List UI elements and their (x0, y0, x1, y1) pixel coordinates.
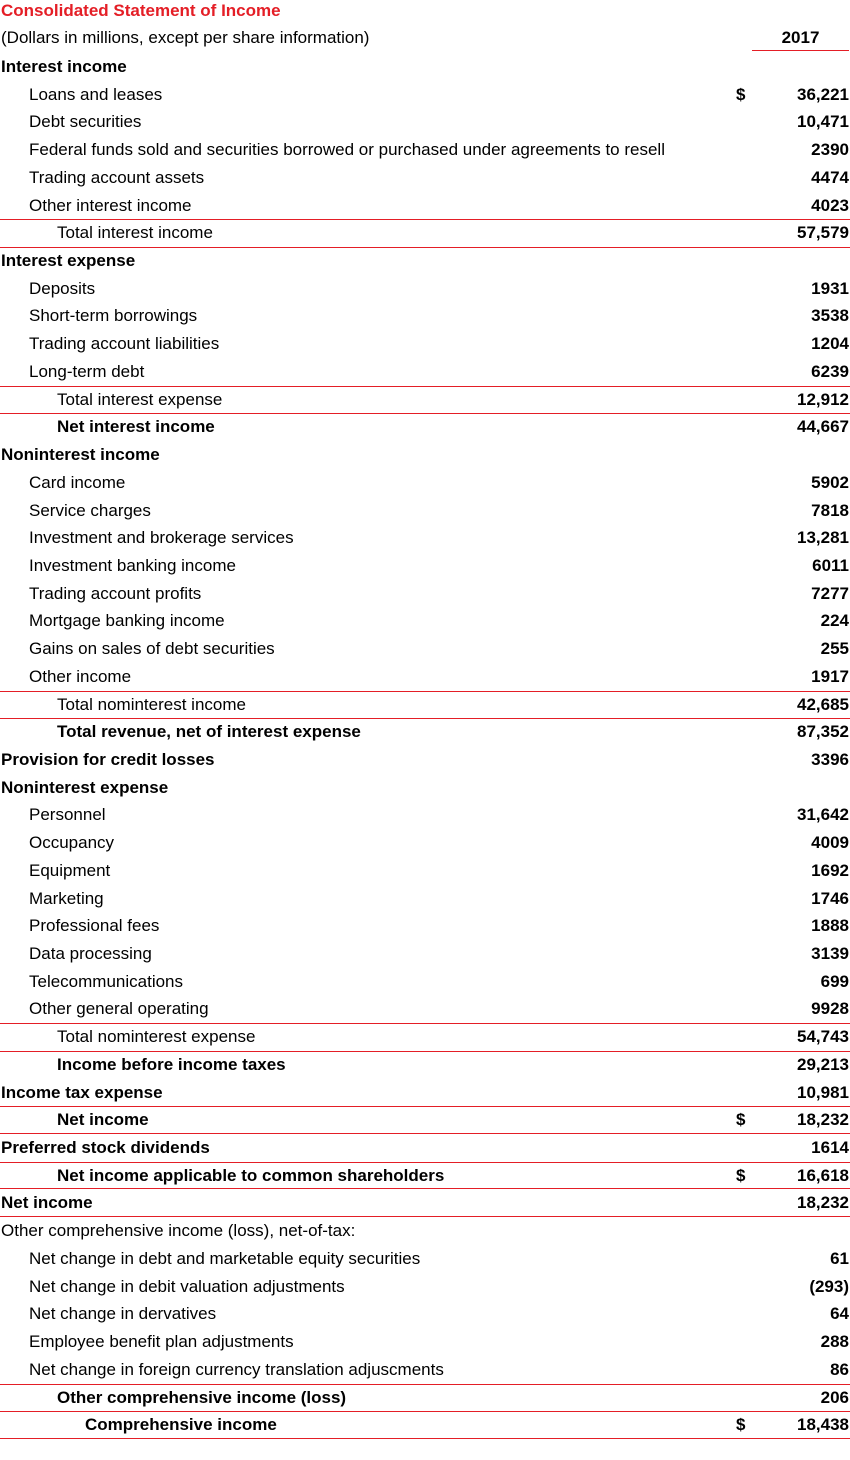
statement-row (0, 1384, 850, 1412)
row-label: Net income (1, 1193, 93, 1213)
row-value: (293) (809, 1276, 849, 1296)
row-label: Other interest income (29, 195, 192, 215)
row-label: Other general operating (29, 999, 209, 1019)
statement-row (0, 1079, 850, 1107)
statement-row (0, 219, 850, 247)
row-label: Gains on sales of debt securities (29, 639, 275, 659)
statement-row (0, 774, 850, 802)
row-label: Data processing (29, 944, 152, 963)
row-value: 3538 (811, 306, 849, 326)
statement-row (0, 497, 850, 525)
statement-row (0, 968, 850, 996)
row-value: 1204 (811, 334, 849, 354)
row-label: Federal funds sold and securities borrowed or purchased under agreements to resell (29, 140, 665, 160)
row-label: Card income (29, 472, 126, 492)
statement-row (0, 1023, 850, 1051)
row-label: Net change in debt and marketable equity securities (29, 1248, 421, 1268)
row-label: Trading account liabilities (29, 334, 220, 354)
row-value: 206 (820, 1387, 849, 1407)
statement-row (0, 607, 850, 635)
row-label: Interest expense (1, 251, 136, 271)
statement-row (0, 1051, 850, 1079)
row-value: 57,579 (797, 223, 849, 243)
row-label: Comprehensive income (85, 1415, 277, 1435)
statement-row (0, 413, 850, 441)
row-label: Provision for credit losses (1, 749, 215, 769)
statement-row (0, 912, 850, 940)
statement-row (0, 192, 850, 220)
row-label: Total interest income (57, 223, 213, 243)
statement-row (0, 1411, 850, 1439)
statement-row (0, 1217, 850, 1245)
row-label: Deposits (29, 278, 96, 298)
row-label: Net change in foreign currency translation adjuscments (29, 1359, 444, 1379)
row-label: Equipment (29, 860, 111, 880)
row-value: 5902 (811, 472, 849, 492)
statement-row (0, 53, 850, 81)
row-label: Net change in debit valuation adjustments (29, 1276, 345, 1296)
statement-row (0, 386, 850, 414)
statement-row (0, 1245, 850, 1273)
statement-row (0, 247, 850, 275)
row-value: 3396 (811, 749, 849, 769)
statement-row (0, 718, 850, 746)
statement-row (0, 995, 850, 1023)
row-value: 9928 (811, 999, 849, 1019)
row-value: 36,221 (797, 84, 849, 104)
row-label: Other comprehensive income (loss) (57, 1387, 347, 1407)
statement-row (0, 746, 850, 774)
row-label: Net income applicable to common shareholders (57, 1165, 445, 1185)
row-value: 10,471 (797, 112, 849, 132)
row-label: Net income (57, 1110, 149, 1130)
statement-row (0, 1189, 850, 1217)
row-label: Service charges (29, 500, 151, 520)
currency-symbol: $ (736, 1110, 746, 1130)
row-value: 288 (820, 1332, 849, 1352)
currency-symbol: $ (736, 1165, 746, 1185)
row-label: Long-term debt (29, 361, 145, 381)
row-value: 7277 (811, 583, 849, 603)
statement-row (0, 552, 850, 580)
row-label: Total nominterest expense (57, 1027, 256, 1047)
row-label: Noninterest income (1, 445, 160, 465)
statement-row (0, 1106, 850, 1134)
row-label: Telecommunications (29, 971, 184, 991)
row-value: 255 (820, 639, 849, 659)
row-value: 1614 (811, 1138, 849, 1158)
row-value: 13,281 (797, 528, 849, 548)
currency-symbol: $ (736, 84, 746, 104)
row-label: Other income (29, 666, 132, 686)
row-value: 16,618 (797, 1165, 849, 1185)
row-label: Total nominterest income (57, 694, 246, 714)
row-value: 1917 (811, 666, 849, 686)
statement-title: Consolidated Statement of Income (1, 1, 281, 20)
row-value: 10,981 (797, 1082, 849, 1102)
row-value: 1888 (811, 916, 849, 936)
statement-row (0, 524, 850, 552)
row-value: 4009 (811, 833, 849, 853)
statement-row (0, 441, 850, 469)
statement-row (0, 1273, 850, 1301)
row-value: 1746 (811, 888, 849, 908)
row-value: 61 (830, 1248, 849, 1268)
statement-row (0, 663, 850, 691)
row-value: 7818 (811, 500, 849, 520)
statement-row (0, 1356, 850, 1384)
row-label: Trading account assets (29, 167, 205, 187)
row-value: 42,685 (797, 694, 849, 714)
year-column-header: 2017 (752, 26, 849, 51)
statement-row (0, 885, 850, 913)
row-label: Debt securities (29, 112, 142, 132)
statement-row (0, 691, 850, 719)
statement-row (0, 829, 850, 857)
statement-subtitle: (Dollars in millions, except per share information) (1, 28, 370, 47)
row-value: 2390 (811, 140, 849, 160)
statement-row (0, 580, 850, 608)
row-label: Noninterest expense (1, 777, 169, 797)
row-label: Total revenue, net of interest expense (57, 722, 361, 742)
row-label: Loans and leases (29, 84, 163, 104)
row-value: 54,743 (797, 1027, 849, 1047)
row-value: 86 (830, 1359, 849, 1379)
row-label: Professional fees (29, 916, 160, 936)
row-label: Interest income (1, 57, 127, 76)
statement-row (0, 1134, 850, 1162)
currency-symbol: $ (736, 1415, 746, 1435)
row-label: Marketing (29, 888, 104, 908)
row-value: 44,667 (797, 417, 849, 437)
row-value: 18,438 (797, 1415, 849, 1435)
row-value: 18,232 (797, 1110, 849, 1130)
row-label: Income tax expense (1, 1082, 163, 1102)
row-value: 1931 (811, 278, 849, 298)
statement-row (0, 302, 850, 330)
row-label: Employee benefit plan adjustments (29, 1332, 294, 1352)
row-label: Total interest expense (57, 389, 223, 409)
row-value: 12,912 (797, 389, 849, 409)
statement-row (0, 857, 850, 885)
statement-row (0, 1328, 850, 1356)
statement-row (0, 940, 850, 968)
statement-row (0, 164, 850, 192)
statement-row (0, 1300, 850, 1328)
row-value: 699 (820, 971, 849, 991)
statement-row (0, 1162, 850, 1190)
row-label: Other comprehensive income (loss), net-of-tax: (1, 1221, 356, 1241)
row-label: Preferred stock dividends (1, 1138, 210, 1158)
row-value: 224 (820, 611, 849, 631)
row-label: Net interest income (57, 417, 215, 437)
statement-row (0, 81, 850, 109)
row-label: Mortgage banking income (29, 611, 225, 631)
row-label: Personnel (29, 805, 106, 825)
row-value: 87,352 (797, 722, 849, 742)
row-label: Short-term borrowings (29, 306, 198, 326)
row-value: 3139 (811, 944, 849, 963)
row-value: 6011 (812, 555, 849, 575)
row-value: 64 (830, 1304, 849, 1324)
statement-row (0, 108, 850, 136)
statement-row (0, 136, 850, 164)
row-label: Occupancy (29, 833, 115, 853)
row-label: Net change in dervatives (29, 1304, 217, 1324)
statement-row (0, 801, 850, 829)
row-value: 31,642 (797, 805, 849, 825)
statement-row (0, 358, 850, 386)
row-value: 1692 (811, 860, 849, 880)
row-value: 4023 (811, 195, 849, 215)
row-value: 4474 (811, 167, 849, 187)
row-value: 18,232 (797, 1193, 849, 1213)
statement-row (0, 275, 850, 303)
statement-row (0, 635, 850, 663)
statement-row (0, 330, 850, 358)
row-label: Income before income taxes (57, 1054, 286, 1074)
row-label: Investment and brokerage services (29, 528, 294, 548)
row-label: Investment banking income (29, 555, 236, 575)
row-label: Trading account profits (29, 583, 202, 603)
statement-row (0, 469, 850, 497)
row-value: 6239 (811, 361, 849, 381)
income-statement-table (0, 53, 850, 1439)
row-value: 29,213 (797, 1054, 849, 1074)
